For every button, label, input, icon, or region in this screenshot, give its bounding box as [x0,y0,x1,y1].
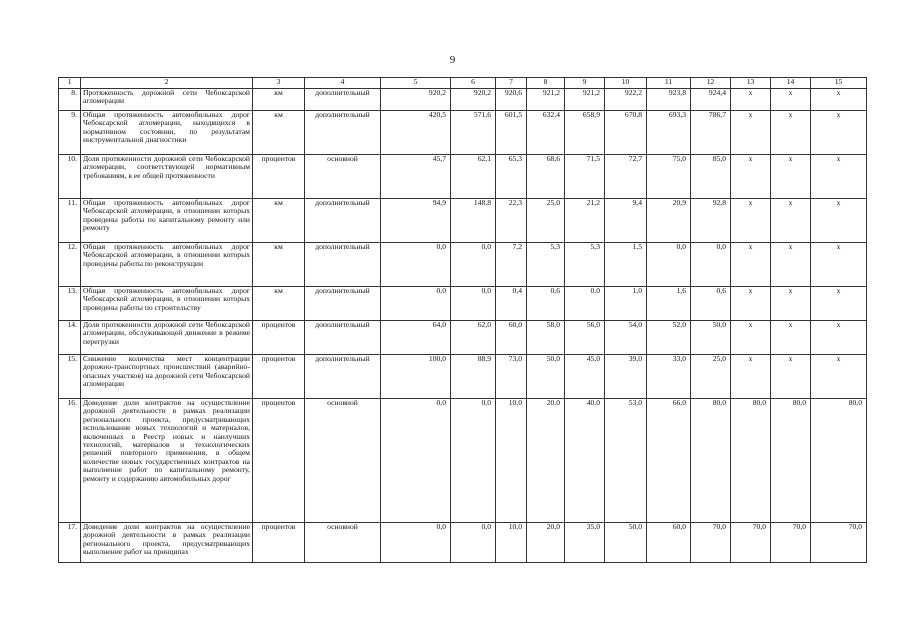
value-cell: 50,0 [605,523,647,563]
value-cell: 25,0 [527,199,565,243]
value-cell: 0,0 [381,287,451,321]
table-body [59,78,867,563]
value-cell: 75,0 [647,155,691,199]
indicator-type: дополнительный [305,199,381,243]
value-cell: 10,0 [496,523,527,563]
column-header: 13 [731,78,771,89]
value-cell: x [731,111,771,155]
value-cell: 39,0 [605,355,647,399]
indicator-name: Доведение доли контрактов на осуществление дорожной деятельности в рамках реализации регионального проекта, предусматривающих выполнение работ на принципах [81,523,253,563]
value-cell: 0,6 [691,287,731,321]
value-cell: 85,0 [691,155,731,199]
value-cell: 80,0 [771,399,811,523]
value-cell: 20,0 [527,523,565,563]
column-header: 6 [451,78,496,89]
column-header: 5 [381,78,451,89]
value-cell: 65,3 [496,155,527,199]
value-cell: 71,5 [565,155,605,199]
value-cell: 100,0 [381,355,451,399]
value-cell: 10,0 [496,399,527,523]
column-header: 14 [771,78,811,89]
value-cell: 88,9 [451,355,496,399]
row-number: 16. [59,399,81,523]
indicator-type: дополнительный [305,287,381,321]
unit-cell: км [253,199,305,243]
value-cell: x [811,155,867,199]
table-row [59,399,867,523]
value-cell: x [731,155,771,199]
value-cell: 0,0 [691,243,731,287]
value-cell: 0,0 [451,287,496,321]
value-cell: 62,0 [451,321,496,355]
value-cell: 1,6 [647,287,691,321]
value-cell: 56,0 [565,321,605,355]
value-cell: 0,0 [451,399,496,523]
value-cell: 1,5 [605,243,647,287]
row-number: 17. [59,523,81,563]
unit-cell: процентов [253,155,305,199]
indicator-type: дополнительный [305,89,381,111]
unit-cell: км [253,111,305,155]
value-cell: x [731,321,771,355]
indicator-type: дополнительный [305,243,381,287]
table-row [59,287,867,321]
page-number: 9 [449,54,456,66]
value-cell: 22,3 [496,199,527,243]
value-cell: 62,1 [451,155,496,199]
value-cell: 20,0 [527,399,565,523]
value-cell: 70,0 [771,523,811,563]
value-cell: 923,8 [647,89,691,111]
value-cell: 0,4 [496,287,527,321]
column-header: 2 [81,78,253,89]
value-cell: 58,0 [527,321,565,355]
value-cell: 920,6 [496,89,527,111]
unit-cell: км [253,89,305,111]
indicator-type: основной [305,523,381,563]
value-cell: 0,0 [451,523,496,563]
table-row [59,243,867,287]
value-cell: 601,5 [496,111,527,155]
value-cell: 920,2 [381,89,451,111]
value-cell: x [811,243,867,287]
value-cell: 70,0 [811,523,867,563]
value-cell: 5,3 [527,243,565,287]
value-cell: 21,2 [565,199,605,243]
value-cell: x [771,111,811,155]
row-number: 8. [59,89,81,111]
value-cell: 70,0 [691,523,731,563]
unit-cell: км [253,243,305,287]
value-cell: x [731,89,771,111]
value-cell: 35,0 [565,523,605,563]
unit-cell: процентов [253,355,305,399]
value-cell: x [771,355,811,399]
indicator-name: Доведение доли контрактов на осуществление дорожной деятельности в рамках реализации регионального проекта, предусматривающих использование новых технологий и материалов, включенных в Реестр новых и наилучших технологий, материалов и технологических решений повторного применения, в общем количестве новых государственных контрактов на выполнение работ по капитальному ремонту, ремонту и содержанию автомобильных дорог [81,399,253,523]
table-row [59,111,867,155]
value-cell: 53,0 [605,399,647,523]
indicator-type: дополнительный [305,111,381,155]
value-cell: 148,8 [451,199,496,243]
value-cell: x [731,355,771,399]
value-cell: x [731,243,771,287]
indicator-name: Снижение количества мест концентрации дорожно-транспортных происшествий (аварийно-опасных участков) на дорожной сети Чебоксарской агломерации [81,355,253,399]
row-number: 9. [59,111,81,155]
value-cell: 80,0 [811,399,867,523]
indicator-name: Общая протяженность автомобильных дорог Чебоксарской агломерации, находящихся в нормативном состоянии, по результатам инструментальной диагностики [81,111,253,155]
value-cell: 52,0 [647,321,691,355]
value-cell: 921,2 [565,89,605,111]
value-cell: 45,7 [381,155,451,199]
indicator-name: Доля протяженности дорожной сети Чебоксарской агломерации, обслуживающей движение в режиме перегрузки [81,321,253,355]
indicator-type: дополнительный [305,355,381,399]
value-cell: x [771,243,811,287]
column-header: 12 [691,78,731,89]
table-row [59,89,867,111]
value-cell: 25,0 [691,355,731,399]
indicator-name: Протяженность дорожной сети Чебоксарской агломерации [81,89,253,111]
column-header: 4 [305,78,381,89]
column-header: 7 [496,78,527,89]
value-cell: 670,8 [605,111,647,155]
row-number: 14. [59,321,81,355]
table-row [59,199,867,243]
value-cell: 20,9 [647,199,691,243]
value-cell: 693,3 [647,111,691,155]
column-header: 11 [647,78,691,89]
value-cell: x [811,355,867,399]
value-cell: 72,7 [605,155,647,199]
value-cell: 0,0 [381,399,451,523]
value-cell: 94,9 [381,199,451,243]
column-header: 8 [527,78,565,89]
indicator-name: Общая протяженность автомобильных дорог Чебоксарской агломерации, в отношении которых проведены работы по строительству [81,287,253,321]
indicator-type: дополнительный [305,321,381,355]
value-cell: 1,0 [605,287,647,321]
indicator-name: Общая протяженность автомобильных дорог Чебоксарской агломерации, в отношении которых проведены работы по реконструкции [81,243,253,287]
value-cell: 45,0 [565,355,605,399]
value-cell: 0,0 [381,523,451,563]
row-number: 10. [59,155,81,199]
value-cell: 70,0 [731,523,771,563]
indicator-type: основной [305,399,381,523]
value-cell: 60,0 [496,321,527,355]
value-cell: 64,0 [381,321,451,355]
value-cell: 54,0 [605,321,647,355]
value-cell: x [731,287,771,321]
value-cell: 0,0 [451,243,496,287]
unit-cell: процентов [253,523,305,563]
indicator-type: основной [305,155,381,199]
value-cell: x [771,321,811,355]
value-cell: x [731,199,771,243]
value-cell: 40,0 [565,399,605,523]
value-cell: 420,5 [381,111,451,155]
value-cell: 5,3 [565,243,605,287]
value-cell: x [811,321,867,355]
value-cell: 60,0 [647,523,691,563]
unit-cell: км [253,287,305,321]
column-header: 3 [253,78,305,89]
header-row [59,78,867,89]
table-row [59,355,867,399]
value-cell: 0,6 [527,287,565,321]
value-cell: 50,0 [527,355,565,399]
value-cell: x [811,287,867,321]
value-cell: 0,0 [565,287,605,321]
value-cell: 924,4 [691,89,731,111]
value-cell: x [811,89,867,111]
value-cell: 66,0 [647,399,691,523]
value-cell: 80,0 [731,399,771,523]
value-cell: x [771,287,811,321]
value-cell: 920,2 [451,89,496,111]
column-header: 1 [59,78,81,89]
indicator-name: Доля протяженности дорожной сети Чебоксарской агломерации, соответствующей нормативным требованиям, в ее общей протяженности [81,155,253,199]
value-cell: 0,0 [381,243,451,287]
value-cell: 73,0 [496,355,527,399]
unit-cell: процентов [253,399,305,523]
column-header: 9 [565,78,605,89]
value-cell: 632,4 [527,111,565,155]
value-cell: 50,0 [691,321,731,355]
row-number: 12. [59,243,81,287]
row-number: 11. [59,199,81,243]
value-cell: 80,0 [691,399,731,523]
column-header: 10 [605,78,647,89]
row-number: 15. [59,355,81,399]
indicators-table [58,77,867,563]
value-cell: 9,4 [605,199,647,243]
value-cell: 7,2 [496,243,527,287]
table-row [59,523,867,563]
value-cell: 571,6 [451,111,496,155]
table-row [59,321,867,355]
table-row [59,155,867,199]
value-cell: x [771,89,811,111]
value-cell: 922,2 [605,89,647,111]
value-cell: x [811,199,867,243]
value-cell: 68,6 [527,155,565,199]
unit-cell: процентов [253,321,305,355]
value-cell: 921,2 [527,89,565,111]
value-cell: 658,9 [565,111,605,155]
value-cell: 92,8 [691,199,731,243]
value-cell: 0,0 [647,243,691,287]
indicator-name: Общая протяженность автомобильных дорог Чебоксарской агломерации, в отношении которых проведены работы по капитальному ремонту или ремонту [81,199,253,243]
value-cell: x [771,199,811,243]
column-header: 15 [811,78,867,89]
value-cell: 786,7 [691,111,731,155]
value-cell: x [771,155,811,199]
value-cell: x [811,111,867,155]
value-cell: 33,0 [647,355,691,399]
row-number: 13. [59,287,81,321]
